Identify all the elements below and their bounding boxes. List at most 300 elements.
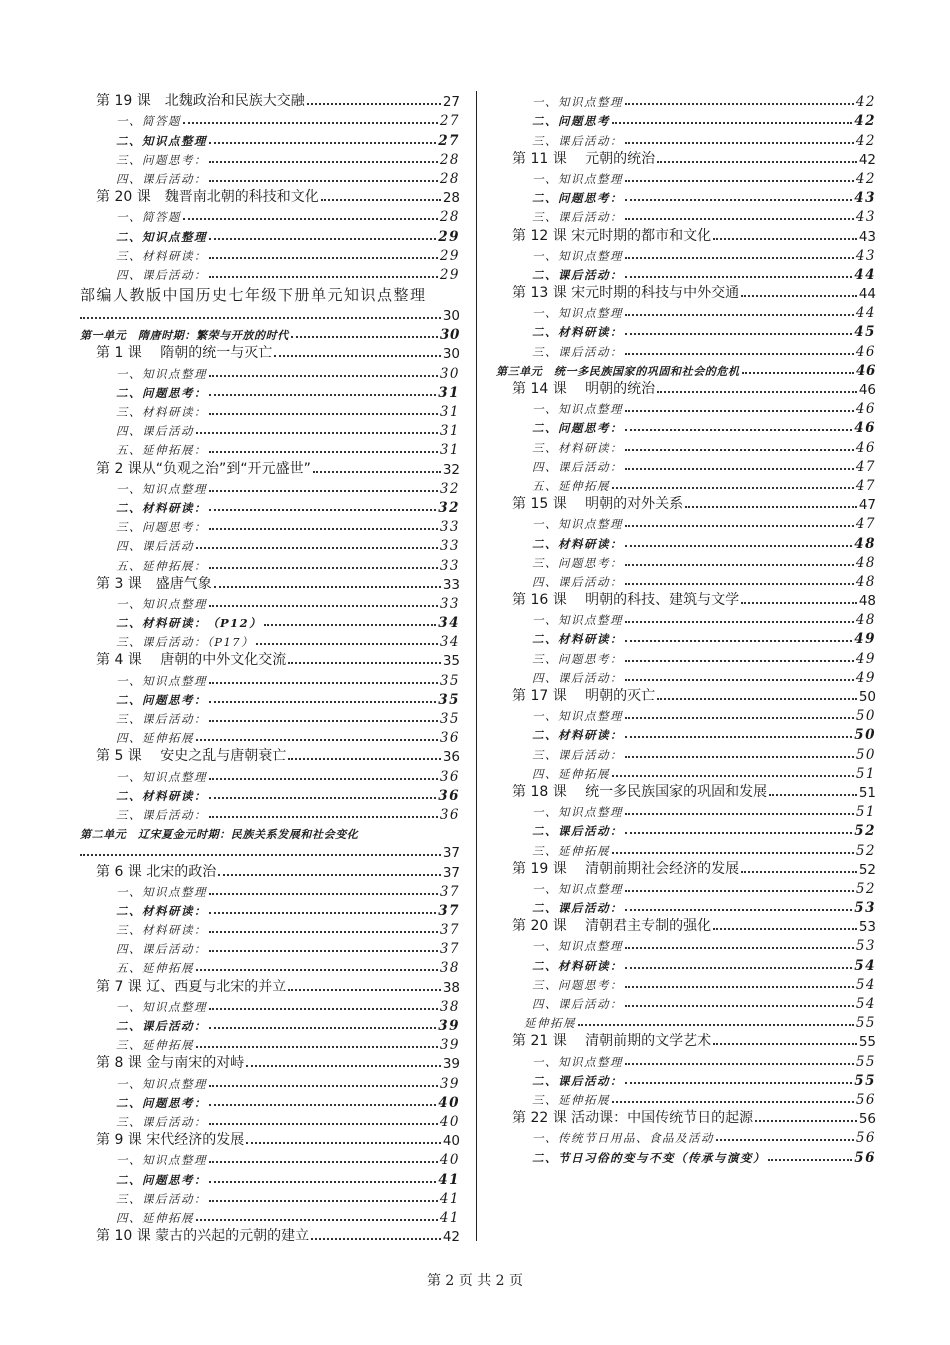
lesson-title: 第 22 课 活动课：中国传统节日的起源 [512,1110,754,1127]
page-number: 42 [442,1229,460,1246]
lesson-title: 第 20 课 清朝君主专制的强化 [512,918,712,935]
dot-leader [612,122,852,124]
dot-leader [209,720,438,722]
entry-title: 二、问题思考： [116,1095,207,1110]
page-number: 28 [439,170,460,187]
page-number: 33 [439,538,460,555]
entry-title: 三、问题思考： [532,555,623,570]
dot-leader [625,621,854,623]
page-number: 49 [855,669,876,686]
page-number: 50 [858,689,876,705]
toc-entry [80,669,460,688]
page-number: 36 [438,787,460,804]
page-number: 48 [858,593,876,610]
dot-leader [209,257,438,259]
dot-leader [196,1219,438,1221]
dot-leader [209,509,436,511]
page-number: 55 [858,1034,876,1051]
dot-leader [625,199,852,201]
entry-title: 二、问题思考： [532,421,623,436]
page-number: 48 [855,554,876,571]
toc-entry [496,839,876,858]
page-number: 48 [855,573,876,590]
page-number: 33 [439,557,460,574]
toc-entry [496,571,876,590]
page-number: 41 [439,1209,460,1226]
toc-entry [80,1034,460,1053]
dot-leader [196,547,438,549]
page-number: 47 [855,516,876,533]
dot-leader [209,1085,438,1087]
lesson-title: 第 10 课 蒙古的兴起的元朝的建立 [96,1228,310,1245]
toc-entry [80,842,460,861]
dot-leader [612,1101,854,1103]
entry-title: 一、知识点整理 [116,884,207,899]
page-number: 53 [858,919,876,936]
entry-title: 二、问题思考 [532,114,610,129]
dot-leader [209,893,438,895]
dot-leader [625,717,854,719]
dot-leader [264,624,436,626]
dot-leader [288,662,441,664]
entry-title: 一、知识点整理 [532,402,623,417]
dot-leader [209,1123,438,1125]
toc-entry [80,976,460,995]
page-number: 38 [439,998,460,1015]
page-number: 43 [854,190,876,207]
page-number: 30 [439,365,460,382]
entry-title: 三、课后活动：（P17） [116,635,255,650]
dot-leader [209,413,438,415]
toc-entry [496,1108,876,1127]
entry-title: 三、课后活动： [116,807,207,822]
page-number: 36 [439,806,460,823]
entry-title: 四、课后活动： [532,997,623,1011]
dot-leader [625,1005,854,1007]
toc-entry [496,283,876,302]
page-number: 31 [439,404,460,420]
entry-title: 三、问题思考： [532,651,623,666]
entry-title: 一、知识点整理 [532,248,623,263]
dot-leader [713,928,857,930]
page-number: 47 [858,497,876,514]
lesson-title: 第 13 课 宋元时期的科技与中外交通 [512,285,740,302]
page-number: 39 [438,1018,460,1034]
toc-entry [496,743,876,762]
toc-entry [80,650,460,669]
page-number: 32 [439,480,460,497]
dot-leader [625,583,854,585]
toc-entry [496,398,876,417]
toc-entry [496,1031,876,1050]
dot-leader [209,180,438,182]
toc-entry [496,628,876,647]
dot-leader [196,969,438,971]
toc-entry [496,1070,876,1089]
column-divider [476,91,477,1241]
entry-title: 二、节日习俗的变与不变（传承与演变） [532,1150,766,1165]
toc-entry [80,497,460,516]
entry-title: 一、简答题 [116,210,181,225]
dot-leader [209,451,438,453]
entry-title: 一、知识点整理 [116,596,207,611]
entry-title: 三、延伸拓展 [116,1038,194,1053]
dot-leader [625,142,854,144]
dot-leader [625,449,854,451]
dot-leader [657,161,857,163]
page-number: 51 [858,784,876,801]
toc-entry [496,686,876,705]
entry-title: 一、知识点整理 [116,1153,207,1168]
dot-leader [209,142,436,144]
page-number: 43 [855,247,876,264]
toc-entry [496,897,876,916]
entry-title: 一、知识点整理 [532,709,623,724]
entry-title: 二、材料研读： [532,325,623,340]
toc-entry [496,1146,876,1165]
lesson-title: 第 15 课 明朝的对外关系 [512,496,684,513]
page-number: 47 [855,458,876,475]
page-number: 53 [855,938,876,955]
toc-entry [496,225,876,244]
toc-entry [80,1072,460,1091]
page-number: 42 [855,170,876,187]
toc-entry [80,919,460,938]
toc-entry [80,91,460,110]
lesson-title: 第 18 课 统一多民族国家的巩固和发展 [512,783,768,800]
toc-entry [496,782,876,801]
page-number: 56 [854,1149,876,1166]
lesson-title: 第 8 课 金与南宋的对峙 [96,1055,245,1072]
toc-entry [80,1168,460,1187]
dot-leader [209,238,436,240]
lesson-title: 第 16 课 明朝的科技、建筑与文学 [512,592,740,609]
entry-title: 一、知识点整理 [116,999,207,1014]
entry-title: 二、课后活动： [532,901,623,916]
page-number: 36 [439,730,460,747]
dot-leader [625,333,852,335]
page-number: 52 [854,823,876,840]
toc-entry [80,168,460,187]
page-number: 48 [855,612,876,629]
toc-entry [80,1092,460,1111]
dot-leader [625,257,854,259]
lesson-title: 第 20 课 魏晋南北朝的科技和文化 [96,189,319,206]
page-number: 40 [439,1113,460,1130]
dot-leader [755,1120,857,1122]
dot-leader [768,1159,852,1161]
entry-title: 二、材料研读： [116,788,207,803]
page-number: 51 [855,804,876,821]
dot-leader [625,813,854,815]
toc-entry [80,593,460,612]
dot-leader [741,602,857,604]
toc-entry [496,475,876,494]
toc-entry [496,974,876,993]
toc-entry [80,401,460,420]
toc-entry [496,1050,876,1069]
dot-leader [769,794,857,796]
toc-entry [80,225,460,244]
toc-entry [496,993,876,1012]
toc-entry [496,1127,876,1146]
page-number: 39 [439,1075,460,1092]
dot-leader [657,391,857,393]
page-number: 30 [442,346,460,363]
toc-entry [80,343,460,362]
entry-title: 三、课后活动： [116,1191,207,1206]
page-number: 45 [854,324,876,341]
entry-title: 三、问题思考： [116,520,207,535]
entry-title: 三、材料研读： [116,248,207,263]
entry-title: 五、延伸拓展： [116,443,207,458]
dot-leader [209,161,438,163]
entry-title: 一、简答题 [116,114,181,129]
page-number: 41 [438,1171,460,1188]
page-number: 31 [439,442,460,459]
toc-entry [496,609,876,628]
dot-leader [209,1161,438,1163]
page-number: 49 [855,650,876,667]
dot-leader [713,1043,857,1045]
page-number: 50 [854,727,876,744]
lesson-title: 第 1 课 隋朝的统一与灭亡 [96,345,273,362]
page-number: 35 [438,691,460,708]
lesson-title: 第 6 课 北宋的政治 [96,863,217,880]
toc-entry [80,996,460,1015]
dot-leader [311,1238,441,1240]
entry-title: 二、问题思考： [532,191,623,206]
entry-title: 二、材料研读： [116,903,207,918]
dot-leader [625,525,854,527]
toc-entry [496,667,876,686]
page-number: 37 [442,845,460,862]
page-number: 37 [442,864,460,881]
toc-entry [496,417,876,436]
lesson-title: 第 19 课 清朝前期社会经济的发展 [512,860,740,877]
toc-entry [496,302,876,321]
toc-entry [80,149,460,168]
dot-leader [625,660,854,662]
entry-title: 一、知识点整理 [532,805,623,820]
dot-leader [741,871,857,873]
entry-title: 三、课后活动： [116,1114,207,1129]
page-number: 28 [442,190,460,207]
toc-entry [496,360,876,379]
entry-title: 五、延伸拓展 [116,961,194,976]
toc-entry [496,513,876,532]
entry-title: 一、知识点整理 [532,613,623,628]
toc-entry [80,324,460,343]
toc-entry [80,129,460,148]
page-number: 43 [855,209,876,226]
dot-leader [625,909,852,911]
entry-title: 三、材料研读： [116,923,207,938]
page-number: 44 [855,305,876,322]
toc-entry [80,785,460,804]
dot-leader [196,1046,438,1048]
dot-leader [209,375,438,377]
page-number: 41 [439,1190,460,1207]
lesson-title: 第 12 课 宋元时期的都市和文化 [512,227,712,244]
toc-entry [496,801,876,820]
page-number: 42 [858,151,876,168]
toc-entry [80,1053,460,1072]
dot-leader [625,736,852,738]
entry-title: 二、材料研读： [532,728,623,743]
entry-title: 二、课后活动： [532,824,623,839]
dot-leader [625,353,854,355]
entry-title: 三、问题思考： [116,152,207,167]
page-number: 40 [438,1094,460,1111]
page-footer: 第 2 页 共 2 页 [426,1273,524,1289]
unit-title: 第一单元 隋唐时期：繁荣与开放的时代 [80,329,289,343]
dot-leader [209,394,436,396]
page-number: 50 [855,708,876,725]
toc-entry [496,935,876,954]
entry-title: 二、知识点整理 [116,229,207,244]
dot-leader [209,1181,436,1183]
dot-leader [625,564,854,566]
page-number: 35 [439,672,460,689]
dot-leader [183,122,438,124]
entry-title: 三、课后活动： [532,344,623,359]
toc-entry [496,532,876,551]
toc-entry [80,765,460,784]
dot-leader [196,739,438,741]
entry-title: 三、课后活动： [116,712,207,726]
toc-entry [496,321,876,340]
entry-title: 一、知识点整理 [116,1076,207,1091]
dot-leader [625,832,852,834]
dot-leader [612,775,854,777]
entry-title: 一、知识点整理 [116,366,207,381]
page-number: 44 [858,286,876,303]
entry-title: 四、课后活动： [116,942,207,957]
toc-entry [496,1089,876,1108]
dot-leader [307,103,441,105]
dot-leader [209,1104,436,1106]
entry-title: 一、知识点整理 [532,1054,623,1069]
page-number: 39 [442,1056,460,1073]
dot-leader [625,468,854,470]
toc-entry [80,264,460,283]
toc-entry [80,900,460,919]
page-number: 32 [442,461,460,478]
page-number: 52 [855,842,876,859]
toc-entry [80,439,460,458]
toc-entry [80,1207,460,1226]
toc-entry [80,1226,460,1245]
toc-entry [80,746,460,765]
page-number: 40 [439,1152,460,1169]
lesson-title: 第 3 课 盛唐气象 [96,575,212,592]
dot-leader [196,432,438,434]
dot-leader [625,410,854,412]
toc-entry [80,554,460,573]
page-number: 37 [439,883,460,900]
toc-entry [80,206,460,225]
dot-leader [625,276,852,278]
entry-title: 一、知识点整理 [532,171,623,186]
toc-entry [80,612,460,631]
entry-title: 四、课后活动： [116,267,207,282]
dot-leader [183,218,438,220]
page-number: 48 [854,535,876,552]
lesson-title: 第 17 课 明朝的灭亡 [512,688,656,704]
dot-leader [625,679,854,681]
entry-title: 二、课后活动： [532,267,623,282]
dot-leader [612,852,854,854]
toc-entry [80,1130,460,1149]
entry-title: 二、问题思考： [116,692,207,707]
dot-leader [214,586,441,588]
page-number: 54 [855,996,876,1012]
entry-title: 三、课后活动： [532,133,623,148]
toc-entry [80,881,460,900]
dot-leader [625,890,854,892]
toc-entry [496,647,876,666]
toc-entry [496,245,876,264]
unit-title: 第二单元 辽宋夏金元时期：民族关系发展和社会变化 [80,828,359,842]
lesson-title: 第 11 课 元朝的统治 [512,150,656,167]
toc-entry [496,494,876,513]
dot-leader [209,605,438,607]
toc-entry [80,861,460,880]
toc-entry [80,631,460,650]
entry-title: 四、课后活动： [532,670,623,685]
toc-entry [80,957,460,976]
toc-entry [496,340,876,359]
dot-leader [209,701,436,703]
dot-leader [612,487,854,489]
toc-entry [80,110,460,129]
toc-entry [496,129,876,148]
toc-entry [496,724,876,743]
dot-leader [256,643,438,645]
entry-title: 一、知识点整理 [116,673,207,688]
dot-leader [209,912,436,914]
page-number: 52 [858,861,876,878]
entry-title: 一、知识点整理 [532,517,623,532]
page-number: 39 [439,1037,460,1054]
dot-leader [685,506,857,508]
page-number: 34 [438,615,460,632]
page-number: 30 [440,327,460,344]
dot-leader [246,1065,441,1067]
entry-title: 二、材料研读： [532,958,623,973]
toc-entry [496,91,876,110]
page-number: 50 [855,746,876,763]
lesson-title: 第 2 课从“负观之治”到“开元盛世” [96,460,311,477]
toc-entry [496,110,876,129]
unit-title: 第三单元 统一多民族国家的巩固和社会的危机 [496,364,740,378]
dot-leader [625,545,852,547]
lesson-title: 第 5 课 安史之乱与唐朝衰亡 [96,748,287,765]
dot-leader [321,199,441,201]
dot-leader [625,314,854,316]
entry-title: 四、延伸拓展 [532,766,610,781]
entry-title: 二、知识点整理 [116,133,207,148]
entry-title: 三、延伸拓展 [532,843,610,858]
page-number: 28 [439,209,460,226]
dot-leader [625,756,854,758]
lesson-title: 第 14 课 明朝的统治 [512,381,656,397]
entry-title: 一、知识点整理 [532,881,623,896]
dot-leader [80,854,441,856]
dot-leader [209,797,436,799]
toc-entry [496,206,876,225]
